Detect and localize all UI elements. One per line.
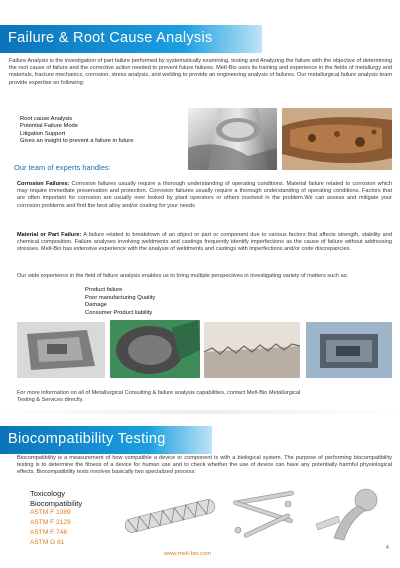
matters-item: Damage: [85, 302, 107, 309]
section-divider: [0, 410, 400, 414]
bio-title-band: [0, 426, 212, 454]
hip-implant-photo: [312, 486, 390, 542]
gallery-photo-specimen: [306, 322, 392, 378]
fractured-rod-photo: [188, 108, 277, 170]
failure-intro: Failure Analysis is the investigation of part failure performed by systematically examining, testing and Analyzing the failure with the objective of determining the root cause of failure and the corrective action needed to prevent future failures. Metl-Bio uses its training and experience in the fields of metallurgy and materials, fracture mechanics, corrosion, stress analysis, and welding to provide an engineering analysis of failures. Our metallurgical failure analysis team provide expertise on following:: [9, 58, 392, 86]
material-label: Material or Part Failure:: [17, 232, 82, 238]
standard-item: ASTM G 61: [30, 538, 65, 546]
process-item: Biocompatibility: [30, 498, 83, 508]
gallery-photo-metal-part: [17, 322, 105, 378]
gallery-photo-fracture: [204, 322, 300, 378]
failure-title-band: [0, 25, 262, 53]
bone-screws-photo: [228, 490, 304, 542]
stent-photo: [120, 497, 220, 535]
expertise-item: Potential Failure Mode: [20, 123, 79, 130]
wide-experience-text: Our wide experience in the field of failure analysis enables us to bring multiple perspectives in investigating variety of matters such as:: [17, 273, 349, 279]
footer-url[interactable]: www.metl-bio.com: [164, 551, 212, 557]
team-heading: Our team of experts handles:: [14, 163, 111, 172]
matters-item: Consumer Product liability: [85, 309, 153, 316]
matters-item: Poor manufacturing Quality: [85, 294, 156, 301]
corroded-pipe-photo: [282, 108, 392, 170]
corrosion-text: Corrosion failures usually require a thorough understanding of operating conditions. Material failure related to corrosion which may require immediate preservation and protection. Corrosion failures usually require a thorough understanding of operating conditions. Factors that are often important for corrosion are usually over looked by plant operators or others involved in the problem.We can assess and mitigate your corrosion problems and find the best alloy and/or coating for your needs: [17, 181, 392, 209]
more-info-text: For more information on all of Metallurgical Consulting & failure analysis capabilities, contact Metl-Bio Metallurgical Testing & Services directly.: [17, 390, 301, 404]
bio-process-list: [30, 489, 82, 547]
expertise-item: Root cause Analysis: [20, 116, 73, 122]
corrosion-paragraph: [17, 181, 392, 210]
material-paragraph: [17, 232, 392, 254]
expertise-item: Gives an insight to prevent a failure in future: [20, 138, 134, 145]
material-text: A failure related to breakdown of an object or part or component due to various factors that affects strength, stability and chemical composition. Failure analyses involving weldments and castings frequently identify imperfections as the cause of failure without addressing stresses. Metl-Bio has extensive experience with the analysis of weldments and castings with imperfections and/or code discrepancies.: [17, 232, 392, 253]
matters-item: Product failure: [85, 287, 123, 293]
standard-item: ASTM F 2129: [30, 518, 71, 526]
page-number: 4: [386, 545, 389, 551]
failure-section-title: Failure & Root Cause Analysis: [8, 30, 213, 46]
standard-item: ASTM F 746: [30, 528, 68, 536]
corrosion-label: Corrosion Failures:: [17, 181, 70, 187]
matters-list: [85, 287, 155, 317]
process-item: Toxicology: [30, 489, 66, 498]
bio-intro: Biocompatibility is a measurement of how compatible a device or component is with a biological system. The purpose of performing biocompatibility testing is to determine the fitness of a device for human use and to check whether the use of device can have any potentially harmful physiological effects. Biocompatibility tests involves basically two specialized process:: [17, 455, 392, 476]
bio-section-title: Biocompatibility Testing: [8, 431, 166, 447]
expertise-list: [20, 116, 180, 146]
standard-item: ASTM F 1089: [30, 509, 71, 517]
gallery-photo-broken-pipe: [110, 320, 200, 378]
expertise-item: Litigation Support: [20, 130, 66, 137]
